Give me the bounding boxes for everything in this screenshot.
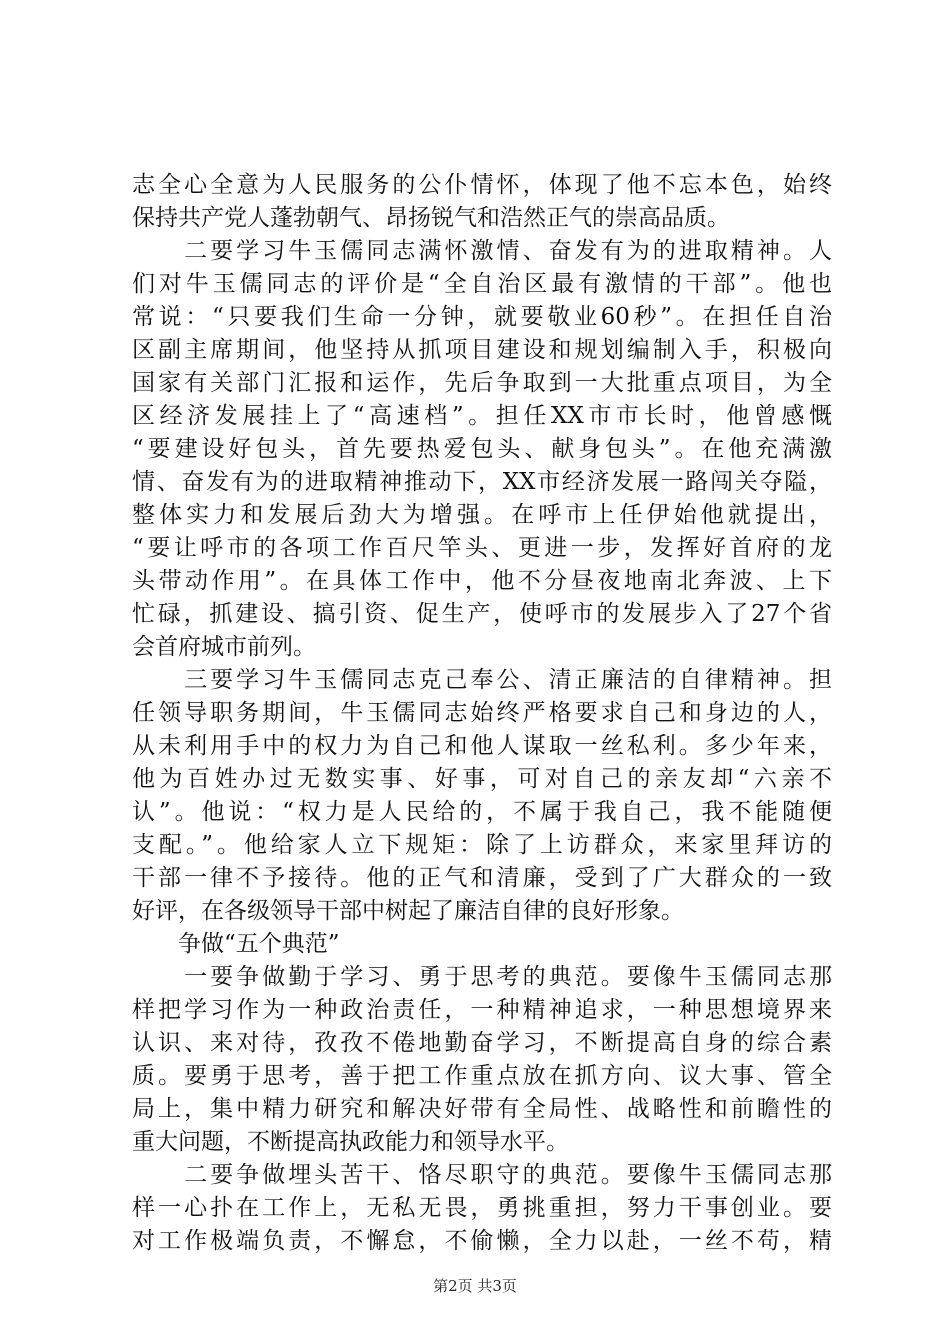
text-line: 忙碌，抓建设、搞引资、促生产，使呼市的发展步入了27个省: [132, 601, 832, 627]
page-footer: 第2页 共3页: [433, 1277, 517, 1295]
text-line: 区经济发展挂上了“高速档”。担任XX市市长时，他曾感慨: [132, 403, 832, 429]
text-line: 好评，在各级领导干部中树起了廉洁自律的良好形象。: [132, 898, 684, 924]
text-line: 争做“五个典范”: [132, 931, 340, 957]
text-line: 头带动作用”。在具体工作中，他不分昼夜地南北奔波、上下: [132, 568, 832, 594]
text-line: 认”。他说：“权力是人民给的，不属于我自己，我不能随便: [132, 799, 832, 825]
text-line: 区副主席期间，他坚持从抓项目建设和规划编制入手，积极向: [132, 337, 832, 363]
text-line: 志全心全意为人民服务的公仆情怀，体现了他不忘本色，始终: [132, 172, 832, 198]
text-line: 二要学习牛玉儒同志满怀激情、奋发有为的进取精神。人: [132, 238, 832, 264]
text-line: 三要学习牛玉儒同志克己奉公、清正廉洁的自律精神。担: [132, 667, 832, 693]
text-line: 从未利用手中的权力为自己和他人谋取一丝私利。多少年来，: [132, 733, 832, 759]
text-line: 样把学习作为一种政治责任，一种精神追求，一种思想境界来: [132, 997, 832, 1023]
text-line: 样一心扑在工作上，无私无畏，勇挑重担，努力干事创业。要: [132, 1195, 832, 1221]
text-line: 们对牛玉儒同志的评价是“全自治区最有激情的干部”。他也: [132, 271, 832, 297]
text-line: 重大问题，不断提高执政能力和领导水平。: [132, 1129, 569, 1155]
text-line: 一要争做勤于学习、勇于思考的典范。要像牛玉儒同志那: [132, 964, 832, 990]
text-line: 情、奋发有为的进取精神推动下，XX市经济发展一路闯关夺隘，: [132, 469, 832, 495]
text-line: 对工作极端负责，不懈怠，不偷懒，全力以赴，一丝不苟，精: [132, 1228, 832, 1254]
text-line: 质。要勇于思考，善于把工作重点放在抓方向、议大事、管全: [132, 1063, 832, 1089]
text-line: 认识、来对待，孜孜不倦地勤奋学习，不断提高自身的综合素: [132, 1030, 832, 1056]
text-line: 任领导职务期间，牛玉儒同志始终严格要求自己和身边的人，: [132, 700, 832, 726]
text-line: 干部一律不予接待。他的正气和清廉，受到了广大群众的一致: [132, 865, 832, 891]
text-line: 国家有关部门汇报和运作，先后争取到一大批重点项目，为全: [132, 370, 832, 396]
text-line: 会首府城市前列。: [132, 634, 316, 660]
text-line: 他为百姓办过无数实事、好事，可对自己的亲友却“六亲不: [132, 766, 832, 792]
text-line: “要建设好包头，首先要热爱包头、献身包头”。在他充满激: [132, 436, 832, 462]
text-line: 二要争做埋头苦干、恪尽职守的典范。要像牛玉儒同志那: [132, 1162, 832, 1188]
text-line: 常说：“只要我们生命一分钟，就要敬业60秒”。在担任自治: [132, 304, 832, 330]
document-body: [132, 169, 832, 1258]
text-line: 保持共产党人蓬勃朝气、昂扬锐气和浩然正气的崇高品质。: [132, 205, 730, 231]
text-line: 整体实力和发展后劲大为增强。在呼市上任伊始他就提出，: [132, 502, 832, 528]
text-line: 支配。”。他给家人立下规矩：除了上访群众，来家里拜访的: [132, 832, 832, 858]
text-line: “要让呼市的各项工作百尺竿头、更进一步，发挥好首府的龙: [132, 535, 832, 561]
text-line: 局上，集中精力研究和解决好带有全局性、战略性和前瞻性的: [132, 1096, 832, 1122]
